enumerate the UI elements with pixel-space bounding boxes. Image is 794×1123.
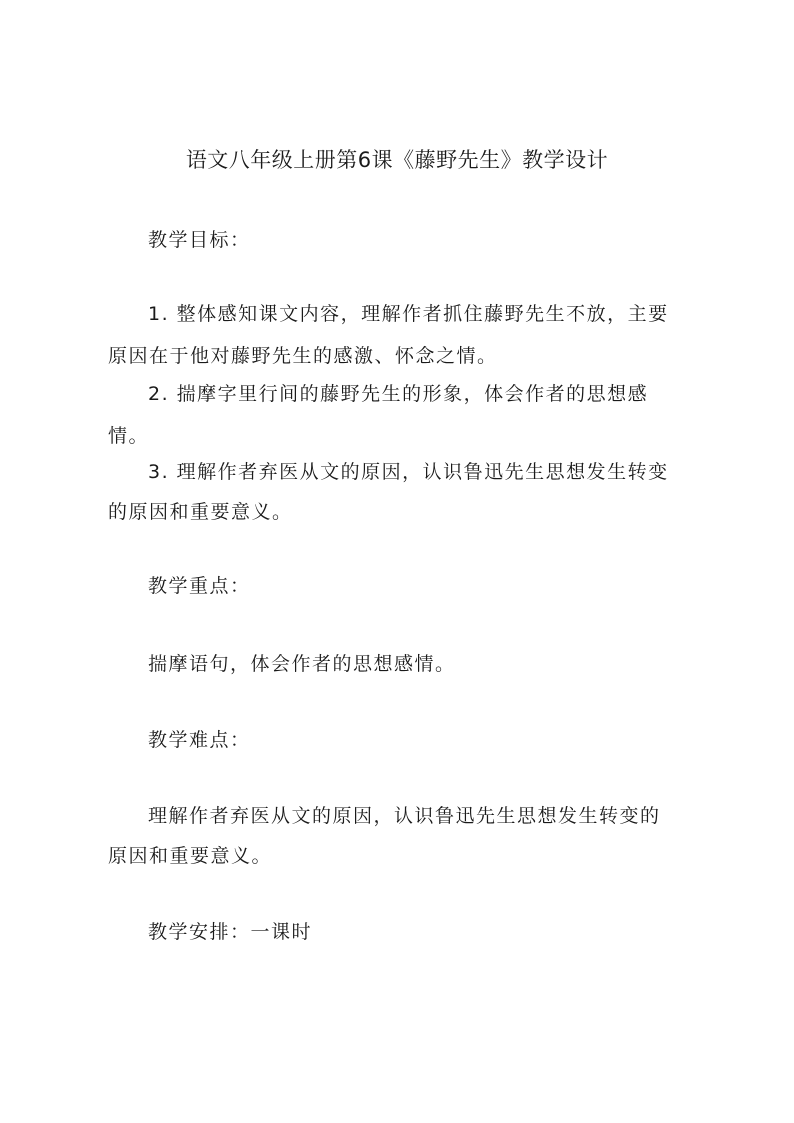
objective-3-line-1: 3. 理解作者弃医从文的原因，认识鲁迅先生思想发生转变 bbox=[148, 461, 669, 483]
difficulties-line-1: 理解作者弃医从文的原因，认识鲁迅先生思想发生转变的 bbox=[148, 805, 661, 827]
objective-1-line-2: 原因在于他对藤野先生的感激、怀念之情。 bbox=[108, 345, 498, 367]
objective-1-line-1: 1. 整体感知课文内容，理解作者抓住藤野先生不放，主要 bbox=[148, 303, 669, 325]
key-points-text: 揣摩语句，体会作者的思想感情。 bbox=[148, 653, 456, 675]
objective-3-line-2: 的原因和重要意义。 bbox=[108, 501, 293, 523]
document-title: 语文八年级上册第6课《藤野先生》教学设计 bbox=[185, 148, 609, 172]
objective-2-line-2: 情。 bbox=[108, 425, 150, 447]
difficulties-heading: 教学难点： bbox=[148, 729, 251, 751]
objective-2-line-1: 2. 揣摩字里行间的藤野先生的形象，体会作者的思想感 bbox=[148, 383, 649, 405]
difficulties-line-2: 原因和重要意义。 bbox=[108, 845, 273, 867]
objectives-heading: 教学目标： bbox=[148, 229, 251, 251]
schedule-text: 教学安排：一课时 bbox=[148, 921, 313, 943]
key-points-heading: 教学重点： bbox=[148, 575, 251, 597]
